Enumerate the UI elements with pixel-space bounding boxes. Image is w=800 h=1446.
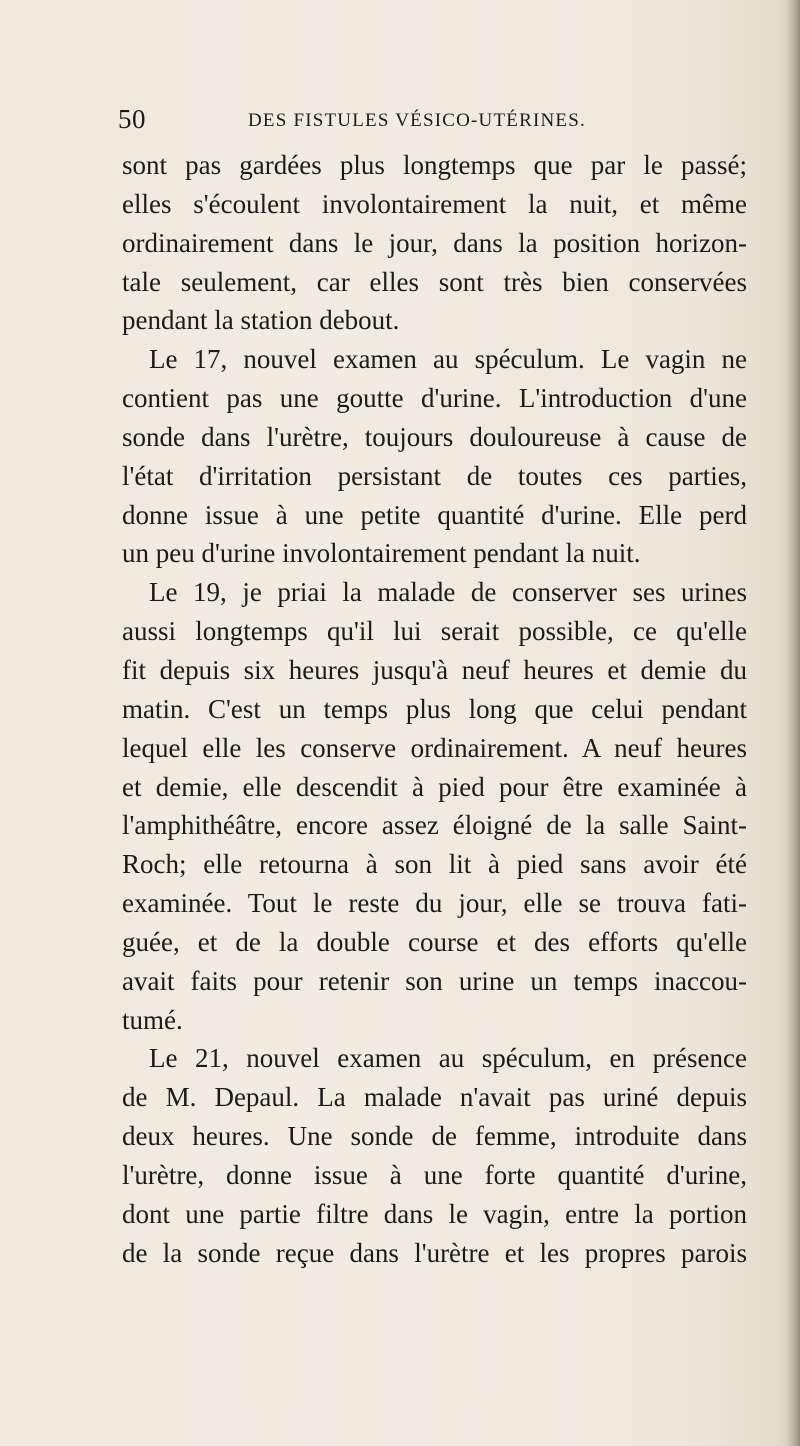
text-line: deux heures. Une sonde de femme, introduite dans xyxy=(122,1121,747,1152)
text-line: et demie, elle descendit à pied pour être examinée à xyxy=(122,771,747,802)
text-line: un peu d'urine involontairement pendant la nuit. xyxy=(122,538,641,569)
text-line: l'urètre, donne issue à une forte quantité d'urine, xyxy=(122,1159,747,1190)
text-line: Le 19, je priai la malade de conserver ses urines xyxy=(149,577,747,608)
running-title: DES FISTULES VÉSICO-UTÉRINES. xyxy=(248,110,586,131)
text-line: l'amphithéâtre, encore assez éloigné de la salle Saint- xyxy=(122,810,747,841)
text-line: matin. C'est un temps plus long que celui pendant xyxy=(122,693,747,724)
page-number: 50 xyxy=(118,104,146,134)
body-text xyxy=(122,146,747,1272)
text-line: pendant la station debout. xyxy=(122,305,400,336)
text-line: l'état d'irritation persistant de toutes ces parties, xyxy=(122,460,747,491)
text-line: elles s'écoulent involontairement la nuit, et même xyxy=(122,188,747,219)
text-line: Le 17, nouvel examen au spéculum. Le vagin ne xyxy=(149,344,747,375)
text-line: avait faits pour retenir son urine un temps inaccou- xyxy=(122,965,747,996)
text-line: lequel elle les conserve ordinairement. A neuf heures xyxy=(122,732,747,763)
text-line: fit depuis six heures jusqu'à neuf heures et demie du xyxy=(122,654,747,685)
text-line: Roch; elle retourna à son lit à pied sans avoir été xyxy=(122,849,747,880)
page-edge-shadow xyxy=(786,0,800,1446)
text-line: Le 21, nouvel examen au spéculum, en présence xyxy=(149,1043,747,1074)
text-line: sont pas gardées plus longtemps que par le passé; xyxy=(122,150,747,180)
text-line: tumé. xyxy=(122,1004,183,1035)
text-line: ordinairement dans le jour, dans la position horizon- xyxy=(122,227,747,258)
text-line: de la sonde reçue dans l'urètre et les propres parois xyxy=(122,1237,747,1268)
text-line: contient pas une goutte d'urine. L'introduction d'une xyxy=(122,383,747,414)
page-header xyxy=(118,104,718,144)
text-line: sonde dans l'urètre, toujours douloureuse à cause de xyxy=(122,421,747,452)
text-line: de M. Depaul. La malade n'avait pas uriné depuis xyxy=(122,1082,747,1113)
text-line: aussi longtemps qu'il lui serait possible, ce qu'elle xyxy=(122,616,747,647)
text-line: guée, et de la double course et des efforts qu'elle xyxy=(122,926,747,957)
text-line: examinée. Tout le reste du jour, elle se trouva fati- xyxy=(122,888,747,919)
text-line: donne issue à une petite quantité d'urine. Elle perd xyxy=(122,499,747,530)
text-line: tale seulement, car elles sont très bien conservées xyxy=(122,266,747,297)
text-line: dont une partie filtre dans le vagin, entre la portion xyxy=(122,1198,747,1229)
